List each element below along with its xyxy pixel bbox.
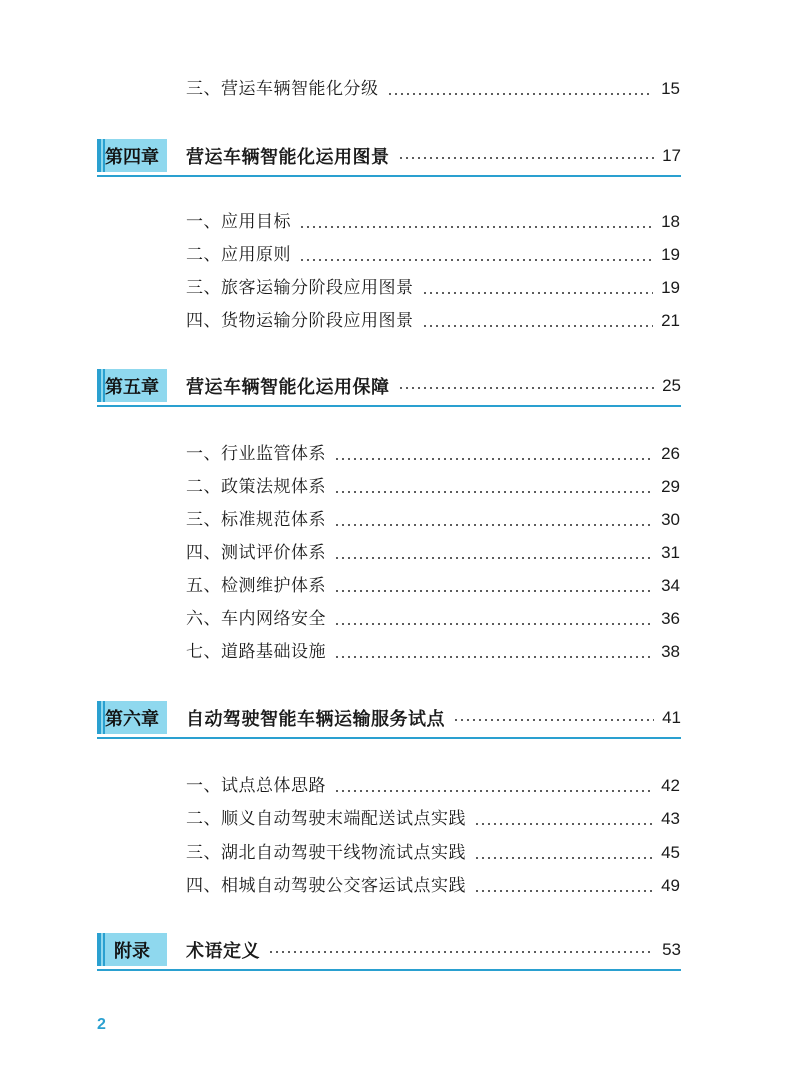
toc-entry-page: 49 bbox=[661, 876, 680, 895]
leader-dots bbox=[387, 93, 654, 95]
toc-entry-label: 一、试点总体思路 bbox=[186, 776, 326, 796]
leader-dots bbox=[334, 458, 653, 460]
page-number: 2 bbox=[97, 1016, 106, 1033]
toc-entry-label: 六、车内网络安全 bbox=[186, 609, 326, 629]
toc-entry-page: 45 bbox=[661, 843, 680, 862]
leader-dots bbox=[334, 557, 653, 559]
toc-entry[interactable] bbox=[186, 269, 680, 299]
toc-entry-page: 18 bbox=[661, 212, 680, 231]
toc-entry[interactable] bbox=[186, 867, 680, 897]
leader-dots bbox=[299, 226, 653, 228]
chapter-rule bbox=[97, 969, 681, 971]
toc-entry-label: 二、应用原则 bbox=[186, 245, 291, 265]
chapter-rule bbox=[97, 737, 681, 739]
toc-entry-page: 19 bbox=[661, 245, 680, 264]
toc-entry[interactable] bbox=[186, 236, 680, 266]
leader-dots bbox=[334, 656, 653, 658]
toc-entry-page: 38 bbox=[661, 642, 680, 661]
chapter-rule bbox=[97, 175, 681, 177]
chapter-tab: 第四章 bbox=[97, 139, 167, 172]
chapter-tab: 附录 bbox=[97, 933, 167, 966]
chapter-title: 营运车辆智能化运用保障 bbox=[186, 376, 390, 398]
toc-entry[interactable] bbox=[186, 600, 680, 630]
toc-entry[interactable] bbox=[186, 501, 680, 531]
leader-dots bbox=[398, 387, 655, 389]
toc-entry-label: 五、检测维护体系 bbox=[186, 576, 326, 596]
appendix-heading[interactable] bbox=[97, 933, 681, 975]
chapter-rule bbox=[97, 405, 681, 407]
toc-entry-label: 二、顺义自动驾驶末端配送试点实践 bbox=[186, 809, 466, 829]
chapter-title: 术语定义 bbox=[186, 940, 260, 962]
toc-entry-page: 15 bbox=[661, 79, 680, 98]
chapter-heading-5[interactable] bbox=[97, 369, 681, 411]
toc-entry-page: 43 bbox=[661, 809, 680, 828]
leader-dots bbox=[398, 157, 655, 159]
toc-entry[interactable] bbox=[186, 302, 680, 332]
chapter-title: 自动驾驶智能车辆运输服务试点 bbox=[186, 708, 445, 730]
toc-entry-label: 四、测试评价体系 bbox=[186, 543, 326, 563]
leader-dots bbox=[474, 823, 653, 825]
chapter-tab: 第五章 bbox=[97, 369, 167, 402]
leader-dots bbox=[268, 951, 654, 953]
leader-dots bbox=[474, 890, 653, 892]
leader-dots bbox=[334, 491, 653, 493]
toc-entry-label: 三、旅客运输分阶段应用图景 bbox=[186, 278, 414, 298]
leader-dots bbox=[474, 857, 653, 859]
chapter-page: 17 bbox=[662, 145, 681, 165]
chapter-title: 营运车辆智能化运用图景 bbox=[186, 146, 390, 168]
toc-entry-label: 三、营运车辆智能化分级 bbox=[186, 79, 379, 99]
toc-entry-label: 二、政策法规体系 bbox=[186, 477, 326, 497]
toc-entry-label: 一、行业监管体系 bbox=[186, 444, 326, 464]
toc-entry[interactable] bbox=[186, 767, 680, 797]
chapter-page: 53 bbox=[662, 939, 681, 959]
toc-entry-page: 21 bbox=[661, 311, 680, 330]
leader-dots bbox=[334, 790, 653, 792]
chapter-heading-4[interactable] bbox=[97, 139, 681, 181]
toc-entry-label: 三、湖北自动驾驶干线物流试点实践 bbox=[186, 843, 466, 863]
toc-entry-label: 四、相城自动驾驶公交客运试点实践 bbox=[186, 876, 466, 896]
toc-entry[interactable] bbox=[186, 203, 680, 233]
toc-entry[interactable] bbox=[186, 834, 680, 864]
toc-entry-page: 26 bbox=[661, 444, 680, 463]
leader-dots bbox=[334, 590, 653, 592]
toc-entry-label: 一、应用目标 bbox=[186, 212, 291, 232]
toc-entry-page: 19 bbox=[661, 278, 680, 297]
toc-entry-page: 34 bbox=[661, 576, 680, 595]
toc-entry-label: 七、道路基础设施 bbox=[186, 642, 326, 662]
chapter-tab: 第六章 bbox=[97, 701, 167, 734]
chapter-page: 41 bbox=[662, 707, 681, 727]
toc-entry-page: 31 bbox=[661, 543, 680, 562]
toc-entry-page: 29 bbox=[661, 477, 680, 496]
toc-entry[interactable] bbox=[186, 468, 680, 498]
toc-entry-page: 42 bbox=[661, 776, 680, 795]
toc-entry[interactable] bbox=[186, 435, 680, 465]
leader-dots bbox=[334, 623, 653, 625]
toc-entry[interactable] bbox=[186, 567, 680, 597]
toc-entry-top[interactable] bbox=[186, 70, 680, 100]
leader-dots bbox=[422, 325, 654, 327]
leader-dots bbox=[299, 259, 653, 261]
toc-entry-label: 三、标准规范体系 bbox=[186, 510, 326, 530]
leader-dots bbox=[422, 292, 654, 294]
toc-entry-page: 30 bbox=[661, 510, 680, 529]
toc-entry-label: 四、货物运输分阶段应用图景 bbox=[186, 311, 414, 331]
toc-entry[interactable] bbox=[186, 633, 680, 663]
leader-dots bbox=[334, 524, 653, 526]
toc-entry[interactable] bbox=[186, 534, 680, 564]
leader-dots bbox=[453, 719, 654, 721]
toc-entry-page: 36 bbox=[661, 609, 680, 628]
toc-entry[interactable] bbox=[186, 800, 680, 830]
chapter-heading-6[interactable] bbox=[97, 701, 681, 743]
chapter-page: 25 bbox=[662, 375, 681, 395]
